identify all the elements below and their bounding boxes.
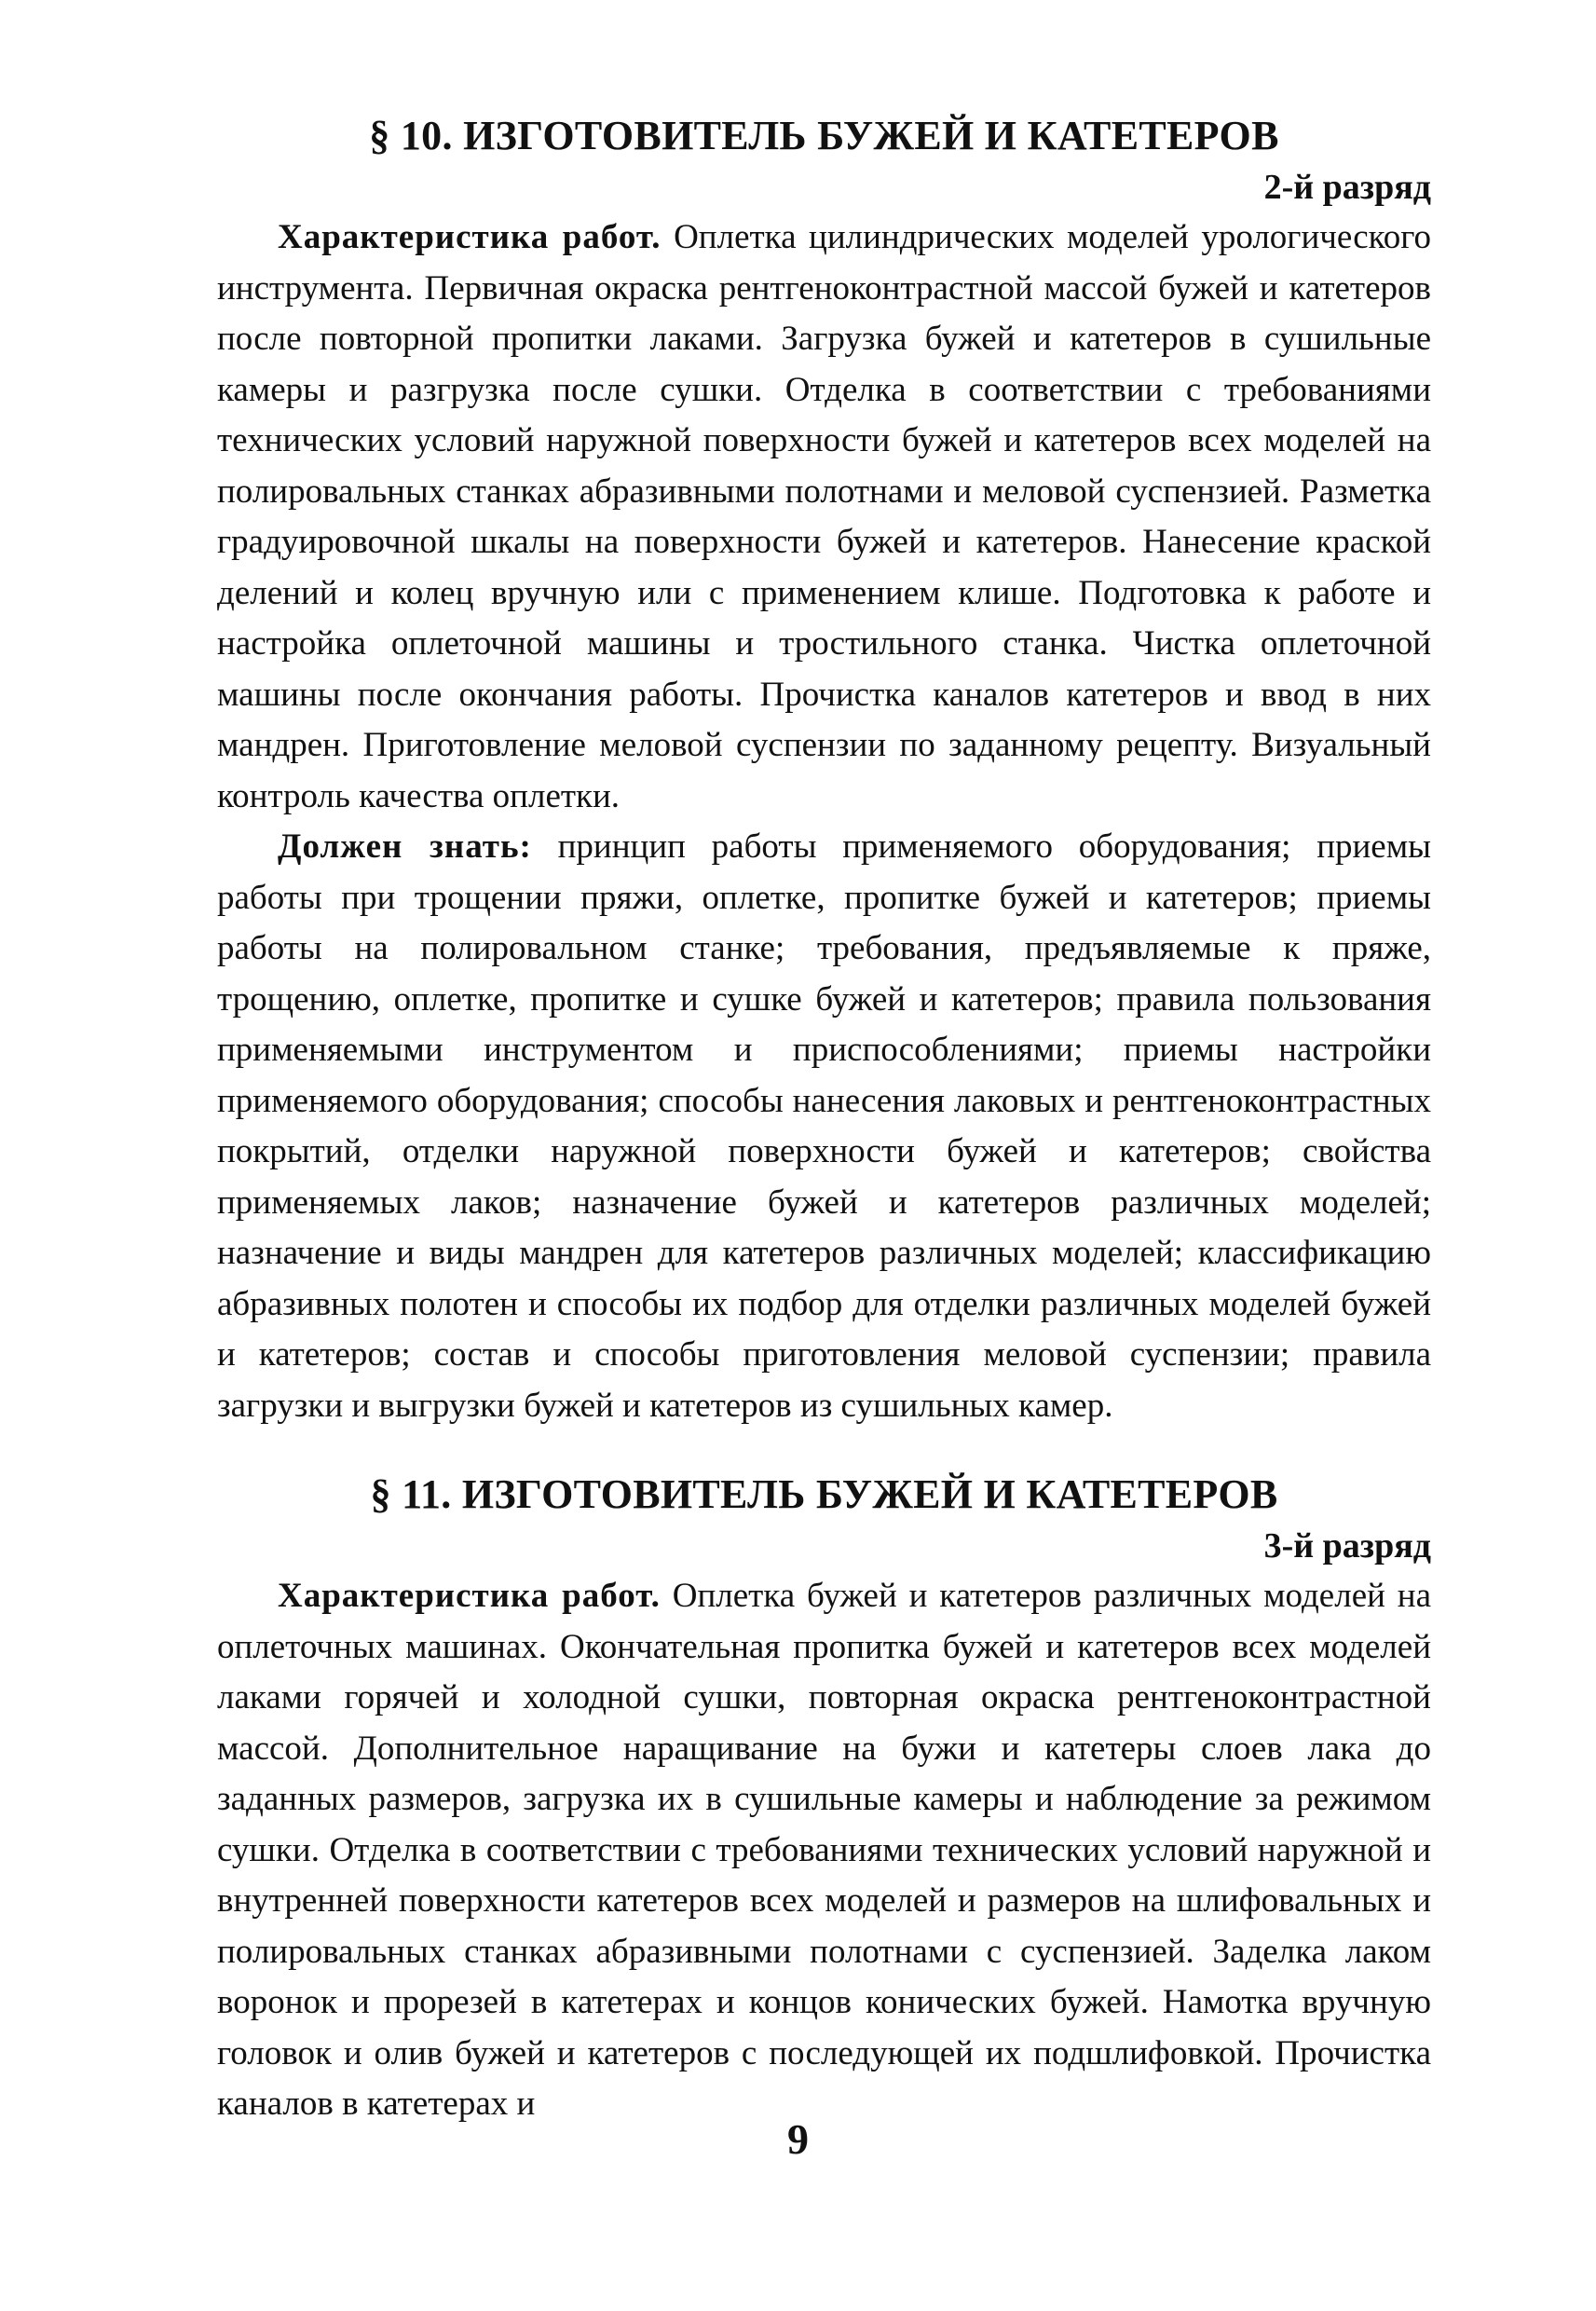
section-10	[217, 110, 1431, 1431]
work-characteristics-paragraph	[217, 212, 1431, 822]
section-11	[217, 1469, 1431, 2130]
characteristics-label: Характеристика работ.	[278, 1577, 661, 1615]
characteristics-text: Оплетка бужей и катетеров различных моделей на оплеточных машинах. Окончательная пропитка бужей и катетеров всех моделей лаками горячей и холодной сушки, повторная окраска рентгеноконтрастной массой. Дополнительное наращивание на бужи и катетеры слоев лака до заданных размеров, загрузка их в сушильные камеры и наблюдение за режимом сушки. Отделка в соответствии с требованиями технических условий наружной и внутренней поверхности катетеров всех моделей и размеров на шлифовальных и полировальных станках абразивными полотнами с суспензией. Заделка лаком воронок и прорезей в катетерах и концов конических бужей. Намотка вручную головок и олив бужей и катетеров с последующей их подшлифовкой. Прочистка каналов в катетерах и	[217, 1577, 1432, 2123]
work-characteristics-paragraph	[217, 1571, 1431, 2130]
knowledge-label: Должен знать:	[278, 827, 532, 866]
section-title: § 10. ИЗГОТОВИТЕЛЬ БУЖЕЙ И КАТЕТЕРОВ	[369, 113, 1279, 158]
characteristics-label: Характеристика работ.	[278, 218, 662, 256]
characteristics-text: Оплетка цилиндрических моделей урологического инструмента. Первичная окраска рентгеноконтрастной массой бужей и катетеров после повторной пропитки лаками. Загрузка бужей и катетеров в сушильные камеры и разгрузка после сушки. Отделка в соответствии с требованиями технических условий наружной поверхности бужей и катетеров всех моделей на полировальных станках абразивными полотнами и меловой суспензией. Разметка градуировочной шкалы на поверхности бужей и катетеров. Нанесение краской делений и колец вручную или с применением клише. Подготовка к работе и настройка оплеточной машины и тростильного станка. Чистка оплеточной машины после окончания работы. Прочистка каналов катетеров и ввод в них мандрен. Приготовление меловой суспензии по заданному рецепту. Визуальный контроль качества оплетки.	[217, 218, 1431, 815]
page-number: 9	[787, 2115, 809, 2163]
grade-label: 2-й разряд	[1263, 168, 1431, 207]
required-knowledge-paragraph	[217, 822, 1431, 1431]
section-divider-space	[217, 1431, 1431, 1469]
document-page	[217, 110, 1431, 2130]
knowledge-text: принцип работы применяемого оборудования; приемы работы при трощении пряжи, оплетке, пропитке бужей и катетеров; приемы работы на полировальном станке; требования, предъявляемые к пряже, трощению, оплетке, пропитке и сушке бужей и катетеров; правила пользования применяемыми инструментом и приспособлениями; приемы настройки применяемого оборудования; способы нанесения лаковых и рентгеноконтрастных покрытий, отделки наружной поверхности бужей и катетеров; свойства применяемых лаков; назначение бужей и катетеров различных моделей; назначение и виды мандрен для катетеров различных моделей; классификацию абразивных полотен и способы их подбор для отделки различных моделей бужей и катетеров; состав и способы приготовления меловой суспензии; правила загрузки и выгрузки бужей и катетеров из сушильных камер.	[217, 827, 1431, 1425]
grade-label: 3-й разряд	[1263, 1526, 1431, 1566]
section-title: § 11. ИЗГОТОВИТЕЛЬ БУЖЕЙ И КАТЕТЕРОВ	[370, 1471, 1278, 1517]
